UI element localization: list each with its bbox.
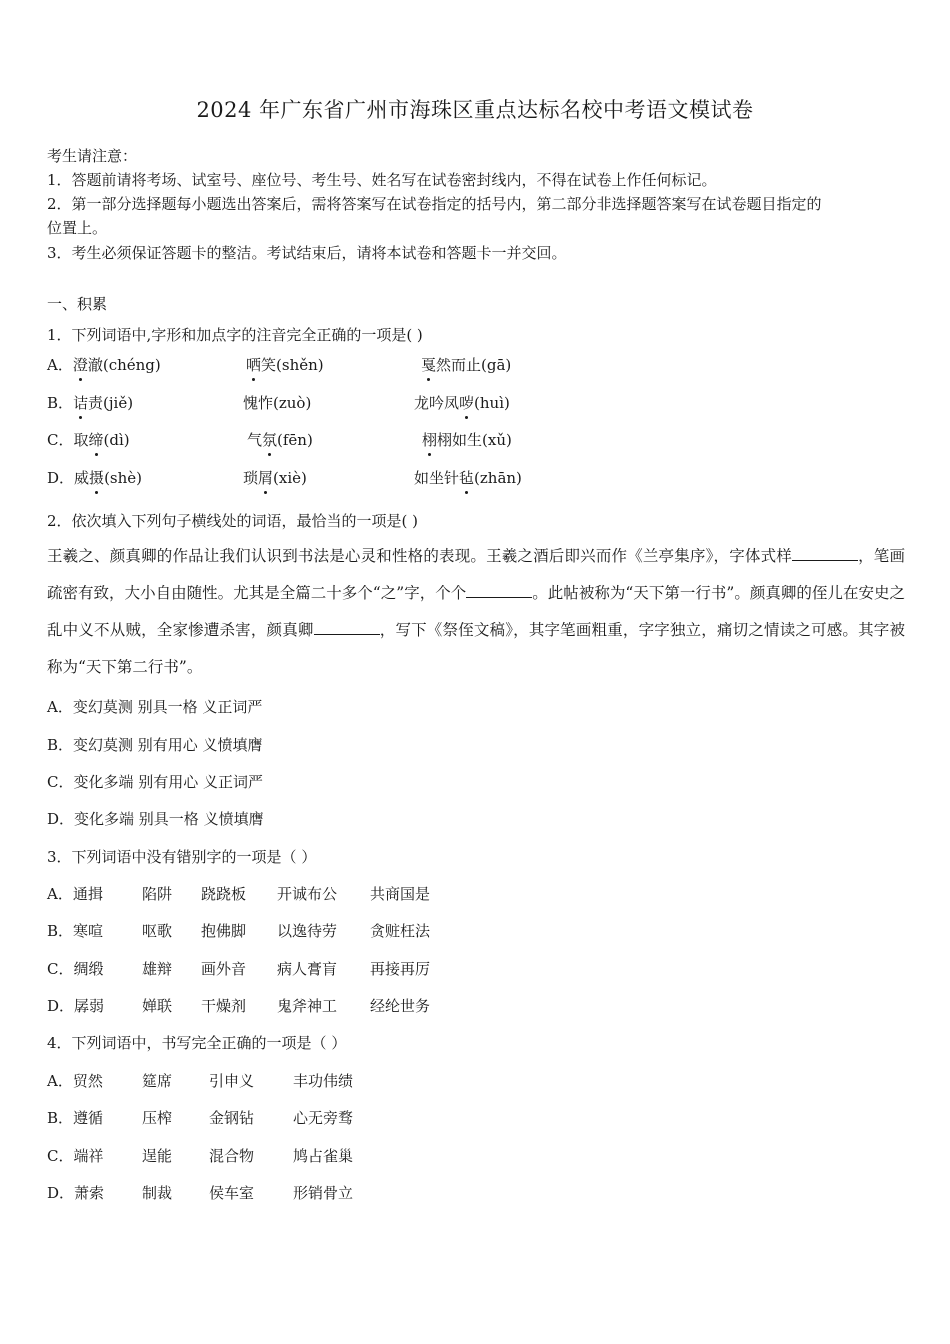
blank-line [792, 546, 858, 561]
q3-word: 以逸待劳 [277, 922, 338, 940]
q3-option-d: D．孱弱 [47, 997, 105, 1015]
q3-word: 陷阱 [142, 885, 173, 903]
q1-option-c: C．取缔(dì) [47, 431, 130, 449]
emphasis-dot-char: 摄 [89, 469, 105, 487]
notice-item: 3．考生必须保证答题卡的整洁。考试结束后，请将本试卷和答题卡一并交回。 [47, 244, 567, 262]
q4-option-b: B．遵循 [47, 1109, 104, 1127]
q3-option-c: C．绸缎 [47, 960, 104, 978]
emphasis-dot-char: 栩 [422, 431, 438, 449]
q2-option-a: A．变幻莫测 别具一格 义正词严 [47, 698, 263, 716]
q4-word: 制裁 [142, 1184, 173, 1202]
notice-item: 1．答题前请将考场、试室号、座位号、考生号、姓名写在试卷密封线内，不得在试卷上作任何标记。 [47, 171, 717, 189]
q3-word: 贪赃枉法 [370, 922, 431, 940]
q1-option-b: B．诘责(jiě) [47, 394, 134, 412]
notice-heading: 考生请注意： [47, 147, 138, 165]
q4-option-d: D．萧索 [47, 1184, 105, 1202]
question-4-stem: 4．下列词语中，书写完全正确的一项是（ ） [47, 1034, 347, 1052]
question-2-stem: 2．依次填入下列句子横线处的词语，最恰当的一项是( ) [47, 512, 419, 530]
q2-passage: 王羲之、颜真卿的作品让我们认识到书法是心灵和性格的表现。王羲之酒后即兴而作《兰亭集序》，字体式样 ，笔画疏密有致，大小自由随性。尤其是全篇二十多个“之”字，个个 。此帖被称为“天下第一行书”。颜真卿的侄儿在安史之乱中义不从贼，全家惨遭杀害，颜真卿 ，写下《祭侄文稿》，其字笔画粗重，字字独立，痛切之情读之可感。其字被称为“天下第二行书”。 [47, 547, 905, 676]
blank-line [466, 583, 532, 598]
q4-word: 筵席 [142, 1072, 173, 1090]
emphasis-dot-char: 毡 [459, 469, 475, 487]
page-title: 2024 年广东省广州市海珠区重点达标名校中考语文模试卷 [196, 98, 754, 122]
q4-word: 形销骨立 [293, 1184, 354, 1202]
q3-option-a: A．通揖 [47, 885, 103, 903]
q3-word: 病人膏肓 [277, 960, 338, 978]
q1-option-c-word3: 栩栩如生(xǔ) [422, 431, 512, 449]
q3-word: 婵联 [142, 997, 173, 1015]
question-3-stem: 3．下列词语中没有错别字的一项是（ ） [47, 848, 317, 866]
notice-item: 位置上。 [47, 219, 108, 237]
q4-word: 混合物 [209, 1147, 255, 1165]
q1-option-c-word2: 气氛(fēn) [247, 431, 313, 449]
emphasis-dot-char: 屑 [258, 469, 274, 487]
q4-word: 鸠占雀巢 [293, 1147, 354, 1165]
q1-option-d: D．威摄(shè) [47, 469, 143, 487]
q3-word: 雄辩 [142, 960, 173, 978]
q1-option-b-word3: 龙吟凤哕(huì) [414, 394, 510, 412]
q4-option-a: A．贸然 [47, 1072, 103, 1090]
q3-word: 呕歌 [142, 922, 173, 940]
q1-option-a: A．澄澈(chéng) [47, 356, 161, 374]
q3-word: 抱佛脚 [201, 922, 247, 940]
q3-word: 共商国是 [370, 885, 431, 903]
q4-word: 心无旁骛 [293, 1109, 354, 1127]
section-heading: 一、积累 [47, 295, 108, 313]
q3-word: 鬼斧神工 [277, 997, 338, 1015]
q4-word: 丰功伟绩 [293, 1072, 354, 1090]
q1-option-a-word3: 戛然而止(gā) [421, 356, 512, 374]
q4-word: 金钢钻 [209, 1109, 255, 1127]
q3-word: 干燥剂 [201, 997, 247, 1015]
emphasis-dot-char: 哂 [246, 356, 262, 374]
q2-option-b: B．变幻莫测 别有用心 义愤填膺 [47, 736, 263, 754]
q4-word: 引申义 [209, 1072, 255, 1090]
q3-word: 再接再厉 [370, 960, 431, 978]
q3-word: 画外音 [201, 960, 247, 978]
emphasis-dot-char: 哕 [459, 394, 475, 412]
notice-item: 2．第一部分选择题每小题选出答案后，需将答案写在试卷指定的括号内，第二部分非选择题答案写在试卷题目指定的 [47, 195, 822, 213]
q3-word: 开诚布公 [277, 885, 338, 903]
question-1-stem: 1．下列词语中,字形和加点字的注音完全正确的一项是( ) [47, 326, 423, 344]
blank-line [314, 620, 380, 635]
q3-option-b: B．寒喧 [47, 922, 104, 940]
q4-word: 侯车室 [209, 1184, 255, 1202]
q2-option-d: D．变化多端 别具一格 义愤填膺 [47, 810, 264, 828]
emphasis-dot-char: 缔 [88, 431, 104, 449]
q3-word: 跷跷板 [201, 885, 247, 903]
q1-option-d-word2: 琐屑(xiè) [243, 469, 307, 487]
emphasis-dot-char: 戛 [421, 356, 437, 374]
q4-option-c: C．端祥 [47, 1147, 104, 1165]
q1-option-b-word2: 愧怍(zuò) [243, 394, 312, 412]
emphasis-dot-char: 澄 [72, 356, 88, 374]
q4-word: 压榨 [142, 1109, 173, 1127]
q2-option-c: C．变化多端 别有用心 义正词严 [47, 773, 264, 791]
emphasis-dot-char: 氛 [262, 431, 278, 449]
emphasis-dot-char: 诘 [73, 394, 89, 412]
q4-word: 逞能 [142, 1147, 173, 1165]
q1-option-d-word3: 如坐针毡(zhān) [414, 469, 522, 487]
q3-word: 经纶世务 [370, 997, 431, 1015]
q1-option-a-word2: 哂笑(shěn) [246, 356, 324, 374]
